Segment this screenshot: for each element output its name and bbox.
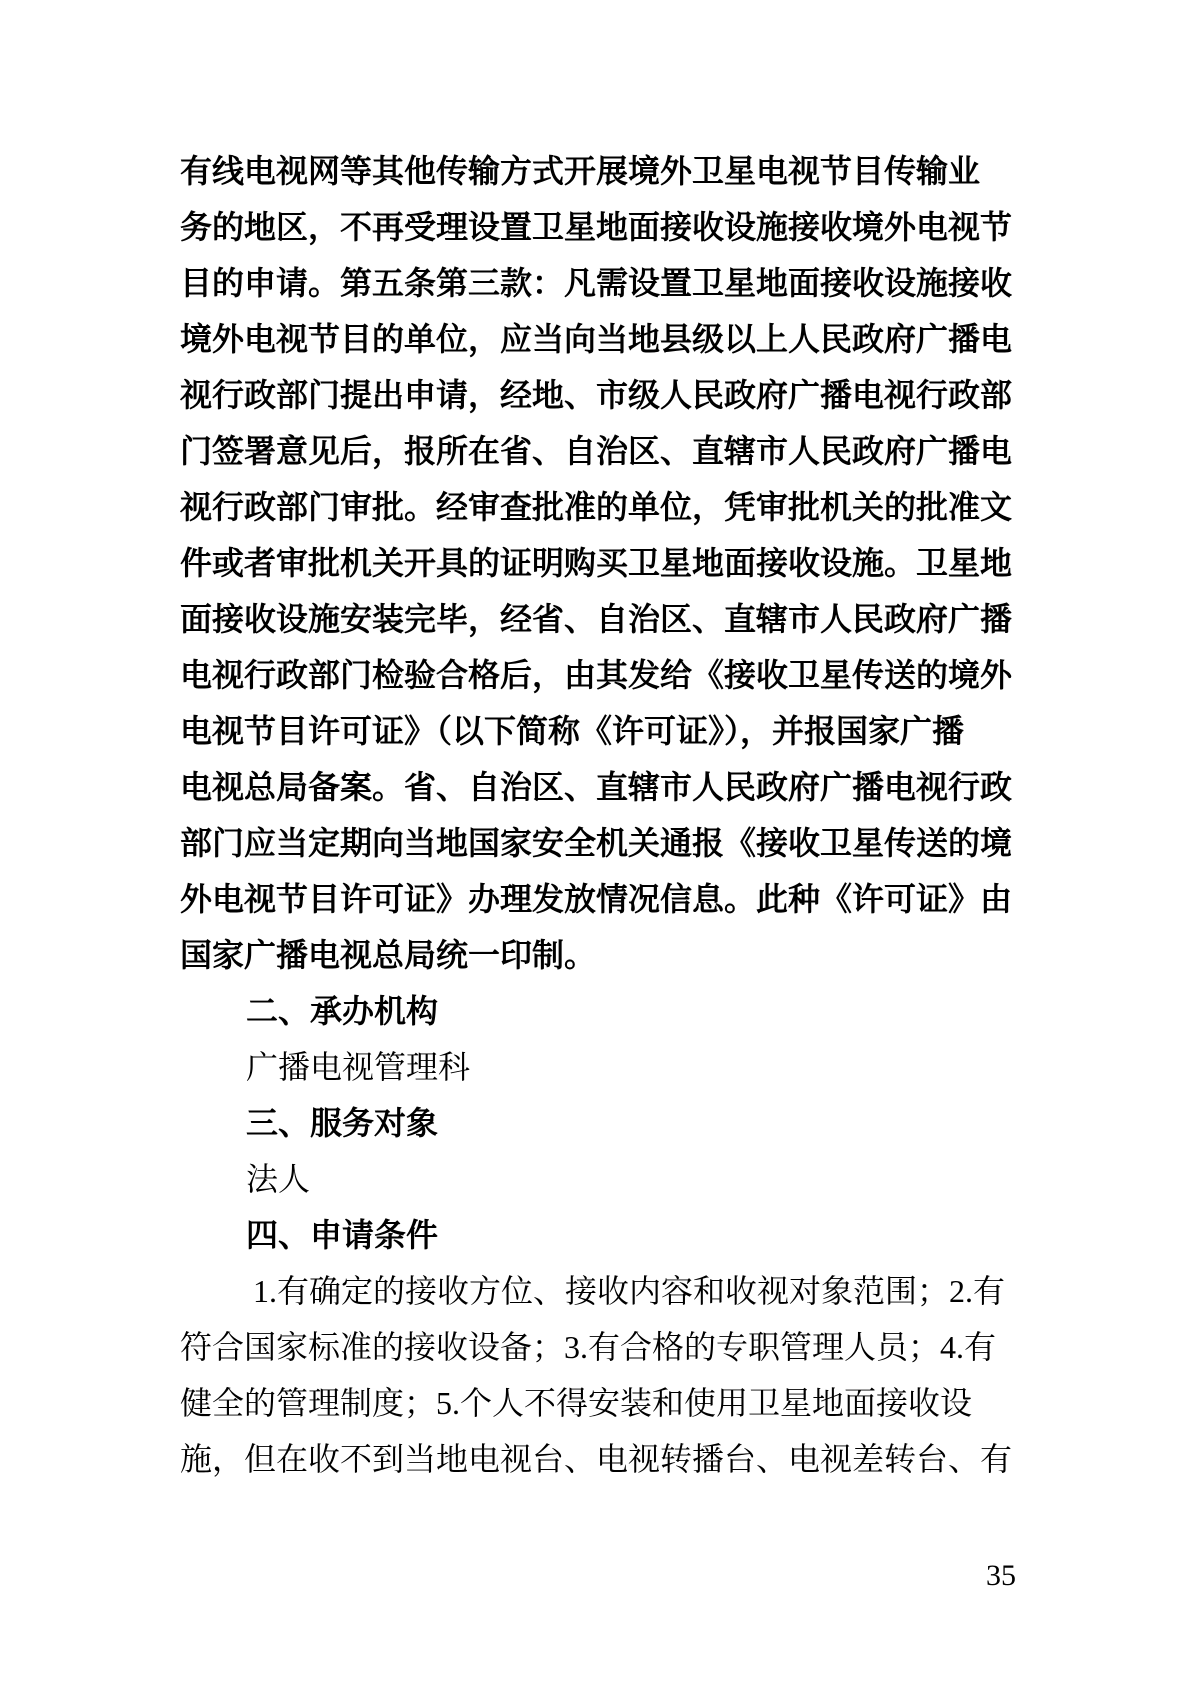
text-line: 务的地区，不再受理设置卫星地面接收设施接收境外电视节 [180,209,1013,245]
text-line: 有线电视网等其他传输方式开展境外卫星电视节目传输业 [180,153,981,189]
text-line: 电视行政部门检验合格后，由其发给《接收卫星传送的境外 [180,657,1013,693]
text-line: 部门应当定期向当地国家安全机关通报《接收卫星传送的境 [180,825,1013,861]
section-heading-2: 二、承办机构 [246,993,439,1029]
text-line: 健全的管理制度；5.个人不得安装和使用卫星地面接收设 [180,1385,973,1421]
text-line: 视行政部门提出申请，经地、市级人民政府广播电视行政部 [180,377,1013,413]
text-block [180,143,1016,1487]
text-line: 电视节目许可证》（以下简称《许可证》），并报国家广播 [180,713,965,749]
text-line: 电视总局备案。省、自治区、直辖市人民政府广播电视行政 [180,769,1013,805]
text-line: 施，但在收不到当地电视台、电视转播台、电视差转台、有 [180,1441,1013,1477]
text-line: 面接收设施安装完毕，经省、自治区、直辖市人民政府广播 [180,601,1013,637]
text-line: 符合国家标准的接收设备；3.有合格的专职管理人员；4.有 [180,1329,997,1365]
page-number: 35 [986,1559,1016,1592]
text-line: 境外电视节目的单位，应当向当地县级以上人民政府广播电 [180,321,1013,357]
text-line: 门签署意见后，报所在省、自治区、直辖市人民政府广播电 [180,433,1013,469]
text-line: 件或者审批机关开具的证明购买卫星地面接收设施。卫星地 [180,545,1013,581]
text-line: 国家广播电视总局统一印制。 [180,937,597,973]
section-body-audience: 法人 [246,1161,311,1197]
text-line: 目的申请。第五条第三款：凡需设置卫星地面接收设施接收 [180,265,1013,301]
text-line: 1.有确定的接收方位、接收内容和收视对象范围；2.有 [253,1273,1006,1309]
section-heading-3: 三、服务对象 [246,1105,439,1141]
text-line: 视行政部门审批。经审查批准的单位，凭审批机关的批准文 [180,489,1013,525]
text-line: 外电视节目许可证》办理发放情况信息。此种《许可证》由 [180,881,1013,917]
section-heading-4: 四、申请条件 [246,1217,439,1253]
section-body-agency: 广播电视管理科 [246,1049,471,1085]
